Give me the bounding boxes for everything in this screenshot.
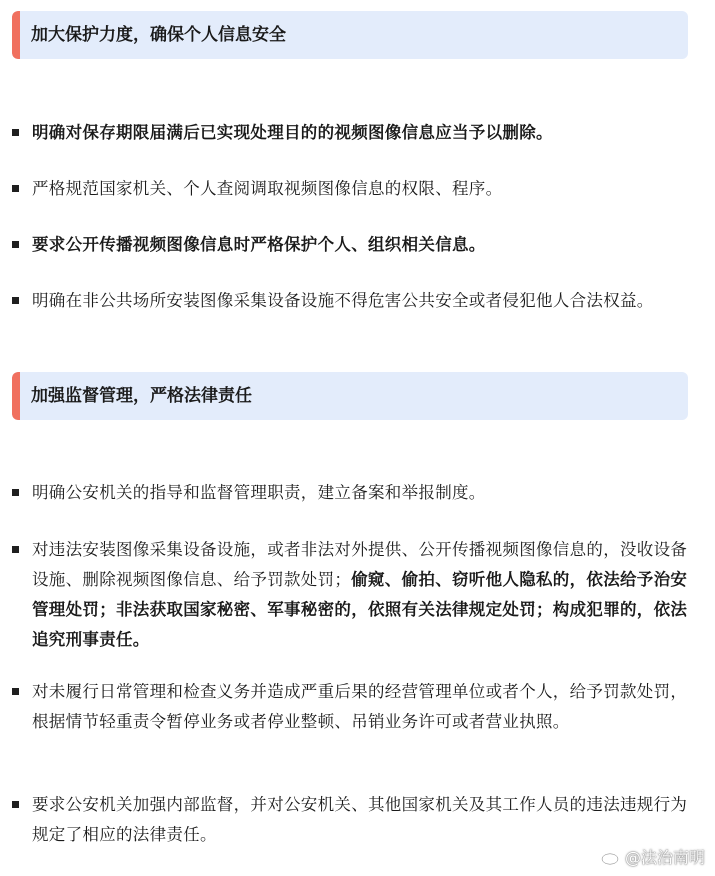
bullet-icon <box>12 241 19 248</box>
watermark <box>601 845 705 868</box>
section-header-supervision <box>12 372 688 420</box>
section-title: 加强监督管理，严格法律责任 <box>31 386 252 406</box>
list-item-text-normal: 对违法安装图像采集设备设施，或者非法对外提供、公开传播视频图像信息的，没收设备设施、删除视频图像信息、给予罚款处罚； <box>32 540 688 589</box>
list-item-text: 明确公安机关的指导和监督管理职责，建立备案和举报制度。 <box>32 483 486 502</box>
list-item-text: 要求公开传播视频图像信息时严格保护个人、组织相关信息。 <box>32 235 486 254</box>
bullet-icon <box>12 801 19 808</box>
list-item-text-bold: 偷窥、偷拍、窃听他人隐私的，依法给予治安管理处罚；非法获取国家秘密、军事秘密的，依照有关法律规定处罚；构成犯罪的，依法追究刑事责任。 <box>32 570 688 649</box>
weibo-icon <box>601 849 623 865</box>
list-item-text: 明确在非公共场所安装图像采集设备设施不得危害公共安全或者侵犯他人合法权益。 <box>32 291 654 310</box>
bullet-icon <box>12 185 19 192</box>
bullet-icon <box>12 489 19 496</box>
list-item-text: 明确对保存期限届满后已实现处理目的的视频图像信息应当予以删除。 <box>32 123 553 142</box>
bullet-icon <box>12 688 19 695</box>
list-item-text: 对未履行日常管理和检查义务并造成严重后果的经营管理单位或者个人，给予罚款处罚，根据情节轻重责令暂停业务或者停业整顿、吊销业务许可或者营业执照。 <box>32 682 688 731</box>
bullet-icon <box>12 129 19 136</box>
list-item-text: 严格规范国家机关、个人查阅调取视频图像信息的权限、程序。 <box>32 179 503 198</box>
watermark-text: @法治南明 <box>624 848 705 867</box>
section-title: 加大保护力度，确保个人信息安全 <box>31 25 286 45</box>
section-accent-bar <box>12 372 20 420</box>
list-item-text: 要求公安机关加强内部监督，并对公安机关、其他国家机关及其工作人员的违法违规行为规定了相应的法律责任。 <box>32 795 688 844</box>
bullet-icon <box>12 546 19 553</box>
section-accent-bar <box>12 11 20 59</box>
bullet-icon <box>12 297 19 304</box>
section-header-protection <box>12 11 688 59</box>
list-item-text <box>32 535 690 655</box>
